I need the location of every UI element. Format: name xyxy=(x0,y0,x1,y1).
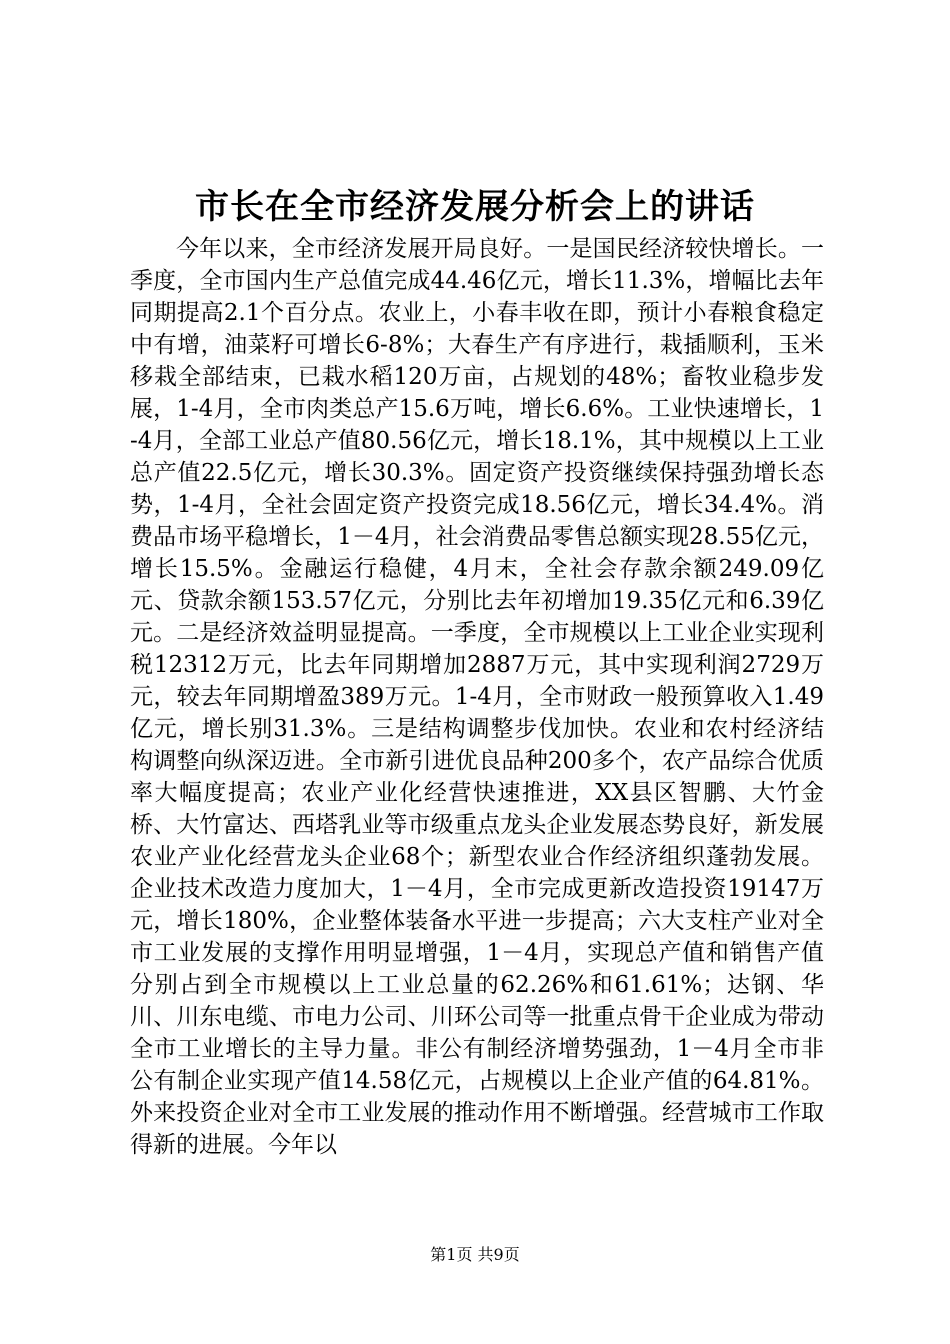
document-title: 市长在全市经济发展分析会上的讲话 xyxy=(195,187,755,227)
page-number-footer: 第1页 共9页 xyxy=(430,1245,520,1264)
body-paragraph: 今年以来，全市经济发展开局良好。一是国民经济较快增长。一季度，全市国内生产总值完成44.46亿元，增长11.3%，增幅比去年同期提高2.1个百分点。农业上，小春丰收在即，预计小春粮食稳定中有增，油菜籽可增长6-8%；大春生产有序进行，栽插顺利，玉米移栽全部结束，已栽水稻120万亩，占规划的48%；畜牧业稳步发展，1-4月，全市肉类总产15.6万吨，增长6.6%。工业快速增长，1-4月，全部工业总产值80.56亿元，增长18.1%，其中规模以上工业总产值22.5亿元，增长30.3%。固定资产投资继续保持强劲增长态势，1-4月，全社会固定资产投资完成18.56亿元，增长34.4%。消费品市场平稳增长，1－4月，社会消费品零售总额实现28.55亿元，增长15.5%。金融运行稳健，4月末，全社会存款余额249.09亿元、贷款余额153.57亿元，分别比去年初增加19.35亿元和6.39亿元。二是经济效益明显提高。一季度，全市规模以上工业企业实现利税12312万元，比去年同期增加2887万元，其中实现利润2729万元，较去年同期增盈389万元。1-4月，全市财政一般预算收入1.49亿元，增长别31.3%。三是结构调整步伐加快。农业和农村经济结构调整向纵深迈进。全市新引进优良品种200多个，农产品综合优质率大幅度提高；农业产业化经营快速推进，XX县区智鹏、大竹金桥、大竹富达、西塔乳业等市级重点龙头企业发展态势良好，新发展农业产业化经营龙头企业68个；新型农业合作经济组织蓬勃发展。企业技术改造力度加大，1－4月，全市完成更新改造投资19147万元，增长180%，企业整体装备水平进一步提高；六大支柱产业对全市工业发展的支撑作用明显增强，1－4月，实现总产值和销售产值分别占到全市规模以上工业总量的62.26%和61.61%；达钢、华川、川东电缆、市电力公司、川环公司等一批重点骨干企业成为带动全市工业增长的主导力量。非公有制经济增势强劲，1－4月全市非公有制企业实现产值14.58亿元，占规模以上企业产值的64.81%。外来投资企业对全市工业发展的推动作用不断增强。经营城市工作取得新的进展。今年以 xyxy=(130,236,824,1158)
